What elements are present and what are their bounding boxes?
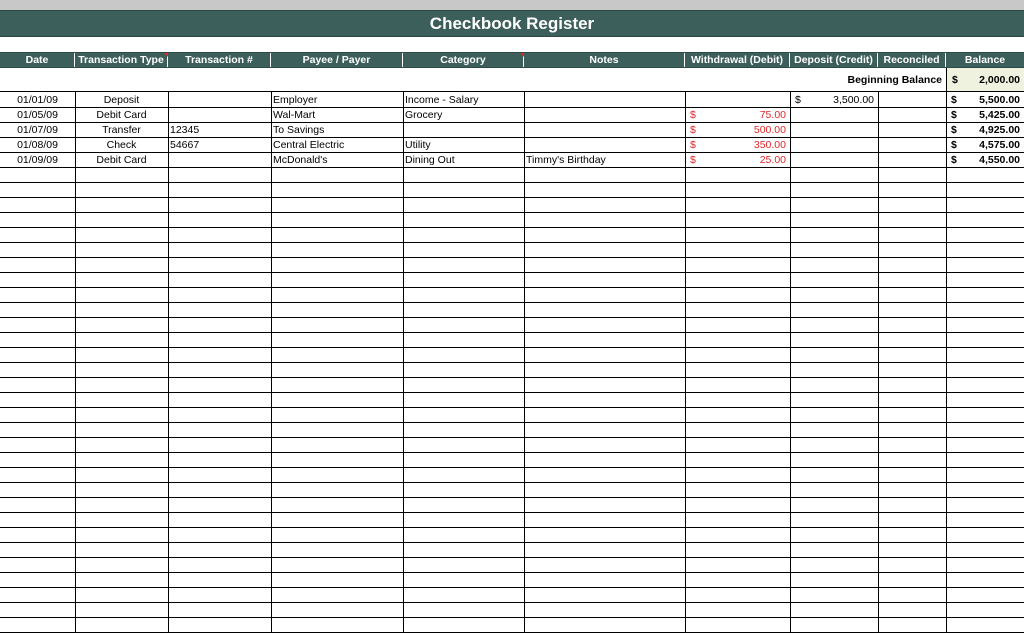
currency-symbol: $ <box>690 109 696 121</box>
reconciled-cell[interactable] <box>878 138 946 153</box>
header-reconciled[interactable]: Reconciled <box>878 53 946 67</box>
withdrawal-cell[interactable] <box>685 123 790 138</box>
deposit-cell[interactable] <box>790 138 878 153</box>
amount-value: 4,925.00 <box>979 124 1020 136</box>
register-title[interactable]: Checkbook Register <box>0 10 1024 37</box>
amount-value: 5,425.00 <box>979 109 1020 121</box>
header-category[interactable]: Category <box>403 53 524 67</box>
row-gridline <box>0 497 1024 498</box>
amount-value: 3,500.00 <box>833 94 874 106</box>
amount-value: 4,550.00 <box>979 154 1020 166</box>
reconciled-cell[interactable] <box>878 93 946 108</box>
beginning-balance-cell[interactable] <box>946 68 1024 91</box>
balance-cell[interactable] <box>946 123 1024 138</box>
header-notes[interactable]: Notes <box>524 53 685 67</box>
notes-cell[interactable] <box>524 138 685 153</box>
transaction-number-cell[interactable] <box>168 153 271 168</box>
row-gridline <box>0 362 1024 363</box>
row-gridline <box>0 572 1024 573</box>
header-balance[interactable]: Balance <box>964 54 1006 66</box>
amount-value: 4,575.00 <box>979 139 1020 151</box>
column-gridline <box>790 92 791 633</box>
register-grid <box>0 92 1024 633</box>
row-gridline <box>0 482 1024 483</box>
payee-cell[interactable]: McDonald's <box>273 154 328 166</box>
payee-cell[interactable]: To Savings <box>273 124 325 136</box>
currency-symbol: $ <box>951 139 957 151</box>
currency-symbol: $ <box>795 94 801 106</box>
deposit-cell[interactable] <box>790 123 878 138</box>
row-gridline <box>0 602 1024 603</box>
category-cell[interactable]: Income - Salary <box>405 94 479 106</box>
notes-cell[interactable] <box>524 123 685 138</box>
row-gridline <box>0 452 1024 453</box>
row-gridline <box>0 227 1024 228</box>
column-gridline <box>524 92 525 633</box>
column-gridline <box>75 92 76 633</box>
currency-symbol: $ <box>952 74 958 86</box>
balance-cell[interactable] <box>946 93 1024 108</box>
header-transaction-number[interactable]: Transaction # <box>168 53 271 67</box>
window-top-strip <box>0 0 1024 10</box>
balance-cell[interactable] <box>946 138 1024 153</box>
row-gridline <box>0 287 1024 288</box>
row-gridline <box>0 557 1024 558</box>
row-gridline <box>0 242 1024 243</box>
category-cell[interactable]: Dining Out <box>405 154 455 166</box>
row-gridline <box>0 317 1024 318</box>
category-cell[interactable]: Utility <box>405 139 431 151</box>
row-gridline <box>0 422 1024 423</box>
notes-cell[interactable] <box>524 93 685 108</box>
row-gridline <box>0 272 1024 273</box>
header-deposit-credit[interactable]: Deposit (Credit) <box>790 53 878 67</box>
withdrawal-cell[interactable] <box>685 93 790 108</box>
row-gridline <box>0 407 1024 408</box>
header-payee-payer[interactable]: Payee / Payer <box>271 53 403 67</box>
date-cell[interactable]: 01/09/09 <box>17 154 58 166</box>
currency-symbol: $ <box>690 124 696 136</box>
currency-symbol: $ <box>951 109 957 121</box>
row-gridline <box>0 182 1024 183</box>
category-cell[interactable]: Grocery <box>405 109 443 121</box>
beginning-balance-row <box>0 68 1024 92</box>
row-gridline <box>0 542 1024 543</box>
payee-cell[interactable]: Wal-Mart <box>273 109 316 121</box>
row-gridline <box>0 587 1024 588</box>
currency-symbol: $ <box>951 94 957 106</box>
date-cell[interactable]: 01/01/09 <box>17 94 58 106</box>
row-gridline <box>0 392 1024 393</box>
row-gridline <box>0 332 1024 333</box>
row-gridline <box>0 212 1024 213</box>
balance-cell[interactable] <box>946 108 1024 123</box>
notes-cell[interactable] <box>524 108 685 123</box>
reconciled-cell[interactable] <box>878 108 946 123</box>
header-date[interactable]: Date <box>0 53 75 67</box>
currency-symbol: $ <box>951 154 957 166</box>
row-gridline <box>0 302 1024 303</box>
date-cell[interactable]: 01/08/09 <box>17 139 58 151</box>
row-gridline <box>0 377 1024 378</box>
notes-cell[interactable]: Timmy's Birthday <box>526 154 606 166</box>
column-header-row <box>0 52 1024 68</box>
transaction-number-cell[interactable]: 12345 <box>170 124 200 136</box>
column-gridline <box>946 92 947 633</box>
header-transaction-type[interactable]: Transaction Type <box>75 53 168 67</box>
transaction-type-cell[interactable]: Check <box>106 139 137 151</box>
deposit-cell[interactable] <box>790 153 878 168</box>
row-gridline <box>0 197 1024 198</box>
transaction-number-cell[interactable] <box>168 108 271 123</box>
header-withdrawal-debit[interactable]: Withdrawal (Debit) <box>685 53 790 67</box>
row-gridline <box>0 257 1024 258</box>
amount-value: 5,500.00 <box>979 94 1020 106</box>
transaction-type-cell[interactable]: Debit Card <box>96 154 147 166</box>
date-cell[interactable]: 01/07/09 <box>17 124 58 136</box>
beginning-balance-label: Beginning Balance <box>847 74 942 86</box>
payee-cell[interactable]: Central Electric <box>273 139 345 151</box>
transaction-number-cell[interactable]: 54667 <box>170 139 200 151</box>
amount-value: 25.00 <box>759 154 786 166</box>
amount-value: 500.00 <box>753 124 786 136</box>
column-gridline <box>878 92 879 633</box>
withdrawal-cell[interactable] <box>685 153 790 168</box>
row-gridline <box>0 617 1024 618</box>
payee-cell[interactable]: Employer <box>273 94 318 106</box>
beginning-balance-value: 2,000.00 <box>979 74 1020 86</box>
amount-value: 75.00 <box>759 109 786 121</box>
deposit-cell[interactable] <box>790 93 878 108</box>
comment-indicator-icon[interactable] <box>164 53 168 57</box>
row-gridline <box>0 467 1024 468</box>
comment-indicator-icon[interactable] <box>520 53 524 57</box>
row-gridline <box>0 437 1024 438</box>
blank-row[interactable] <box>0 37 1024 52</box>
currency-symbol: $ <box>690 154 696 166</box>
row-gridline <box>0 512 1024 513</box>
transaction-number-cell[interactable] <box>168 93 271 108</box>
balance-cell[interactable] <box>946 153 1024 168</box>
row-gridline <box>0 527 1024 528</box>
withdrawal-cell[interactable] <box>685 108 790 123</box>
column-gridline <box>168 92 169 633</box>
reconciled-cell[interactable] <box>878 153 946 168</box>
currency-symbol: $ <box>690 139 696 151</box>
row-gridline <box>0 347 1024 348</box>
column-gridline <box>403 92 404 633</box>
transaction-type-cell[interactable]: Deposit <box>103 94 140 106</box>
currency-symbol: $ <box>951 124 957 136</box>
date-cell[interactable]: 01/05/09 <box>17 109 58 121</box>
deposit-cell[interactable] <box>790 108 878 123</box>
column-gridline <box>685 92 686 633</box>
column-gridline <box>271 92 272 633</box>
transaction-type-cell[interactable]: Transfer <box>102 124 141 136</box>
amount-value: 350.00 <box>753 139 786 151</box>
category-cell[interactable] <box>403 123 524 138</box>
reconciled-cell[interactable] <box>878 123 946 138</box>
transaction-type-cell[interactable]: Debit Card <box>96 109 147 121</box>
withdrawal-cell[interactable] <box>685 138 790 153</box>
